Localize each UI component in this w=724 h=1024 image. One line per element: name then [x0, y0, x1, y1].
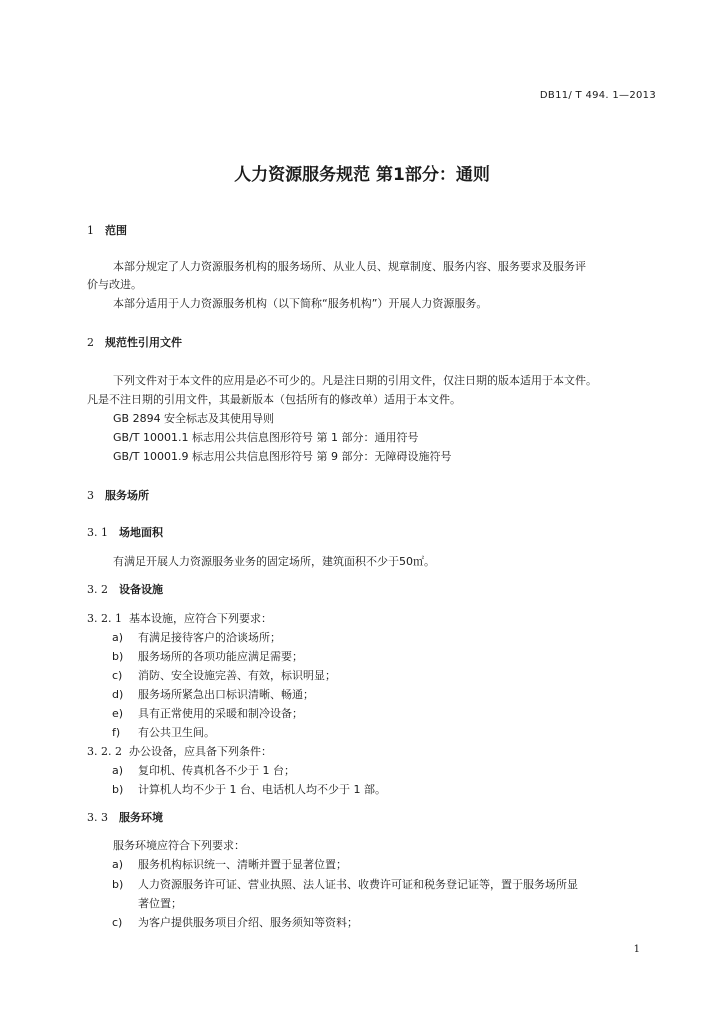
reference-item: GB/T 10001.9 标志用公共信息图形符号 第 9 部分：无障碍设施符号 [113, 450, 452, 463]
paragraph: 下列文件对于本文件的应用是必不可少的。凡是注日期的引用文件，仅注日期的版本适用于本文件。 [113, 374, 597, 387]
list-marker: b) [112, 650, 124, 663]
paragraph-continuation: 凡是不注日期的引用文件，其最新版本（包括所有的修改单）适用于本文件。 [87, 393, 461, 406]
subsection-3-2-heading [87, 581, 163, 597]
list-item [112, 629, 281, 645]
clause-text: 办公设备，应具备下列条件： [129, 745, 272, 758]
clause-number: 3. 2. 1 [87, 612, 122, 625]
list-item [112, 686, 314, 702]
section-1-heading [87, 222, 127, 238]
list-item [112, 724, 215, 740]
subsection-3-1-heading [87, 524, 163, 540]
list-marker: a) [112, 858, 124, 871]
list-marker: b) [112, 878, 124, 891]
paragraph: 服务环境应符合下列要求： [113, 839, 245, 852]
list-item-text: 复印机、传真机各不少于 1 台； [138, 764, 295, 777]
list-item-text: 人力资源服务许可证、营业执照、法人证书、收费许可证和税务登记证等，置于服务场所显 [138, 878, 578, 891]
subsection-number: 3. 2 [87, 583, 108, 596]
section-title: 规范性引用文件 [105, 336, 182, 349]
subsection-title: 场地面积 [119, 526, 163, 539]
list-item [112, 914, 358, 930]
list-item-text: 消防、安全设施完善、有效，标识明显； [138, 669, 336, 682]
list-item [112, 781, 386, 797]
list-marker: f) [112, 726, 121, 739]
subsection-3-3-heading [87, 809, 163, 825]
list-marker: a) [112, 764, 124, 777]
list-marker: e) [112, 707, 124, 720]
list-item-continuation: 著位置； [138, 897, 182, 910]
list-item-text: 服务场所的各项功能应满足需要； [138, 650, 303, 663]
list-marker: c) [112, 916, 123, 929]
paragraph-continuation: 价与改进。 [87, 278, 142, 291]
subsection-number: 3. 3 [87, 811, 108, 824]
list-item-text: 具有正常使用的采暖和制冷设备； [138, 707, 303, 720]
subsection-number: 3. 1 [87, 526, 108, 539]
list-item-text: 有满足接待客户的洽谈场所； [138, 631, 281, 644]
reference-item: GB 2894 安全标志及其使用导则 [113, 412, 275, 425]
paragraph: 本部分适用于人力资源服务机构（以下简称“服务机构”）开展人力资源服务。 [113, 297, 488, 310]
section-number: 2 [87, 336, 94, 349]
subsection-title: 设备设施 [119, 583, 163, 596]
clause-number: 3. 2. 2 [87, 745, 122, 758]
list-item [112, 648, 303, 664]
list-item-text: 服务场所紧急出口标识清晰、畅通； [138, 688, 314, 701]
list-item-text: 计算机人均不少于 1 台、电话机人均不少于 1 部。 [138, 783, 386, 796]
section-title: 范围 [105, 224, 127, 237]
section-2-heading [87, 334, 182, 350]
document-code: DB11/ T 494. 1—2013 [539, 90, 656, 101]
list-item [112, 705, 303, 721]
section-3-heading [87, 487, 149, 503]
list-item [112, 667, 336, 683]
section-number: 1 [87, 224, 94, 237]
paragraph: 本部分规定了人力资源服务机构的服务场所、从业人员、规章制度、服务内容、服务要求及服务评 [113, 260, 586, 273]
document-title: 人力资源服务规范 第1部分：通则 [234, 165, 490, 185]
reference-item: GB/T 10001.1 标志用公共信息图形符号 第 1 部分：通用符号 [113, 431, 419, 444]
list-item [112, 762, 295, 778]
page-number: 1 [633, 944, 640, 955]
list-item-text: 服务机构标识统一、清晰并置于显著位置； [138, 858, 347, 871]
list-item [112, 856, 347, 872]
list-marker: d) [112, 688, 124, 701]
section-title: 服务场所 [105, 489, 149, 502]
list-marker: c) [112, 669, 123, 682]
clause-3-2-2 [87, 743, 272, 759]
list-item-text: 为客户提供服务项目介绍、服务须知等资料； [138, 916, 358, 929]
list-item [112, 876, 578, 892]
clause-text: 基本设施，应符合下列要求： [129, 612, 272, 625]
list-item-text: 有公共卫生间。 [138, 726, 215, 739]
section-number: 3 [87, 489, 94, 502]
list-marker: b) [112, 783, 124, 796]
list-marker: a) [112, 631, 124, 644]
clause-3-2-1 [87, 610, 272, 626]
paragraph: 有满足开展人力资源服务业务的固定场所，建筑面积不少于50㎡。 [113, 555, 435, 568]
subsection-title: 服务环境 [119, 811, 163, 824]
